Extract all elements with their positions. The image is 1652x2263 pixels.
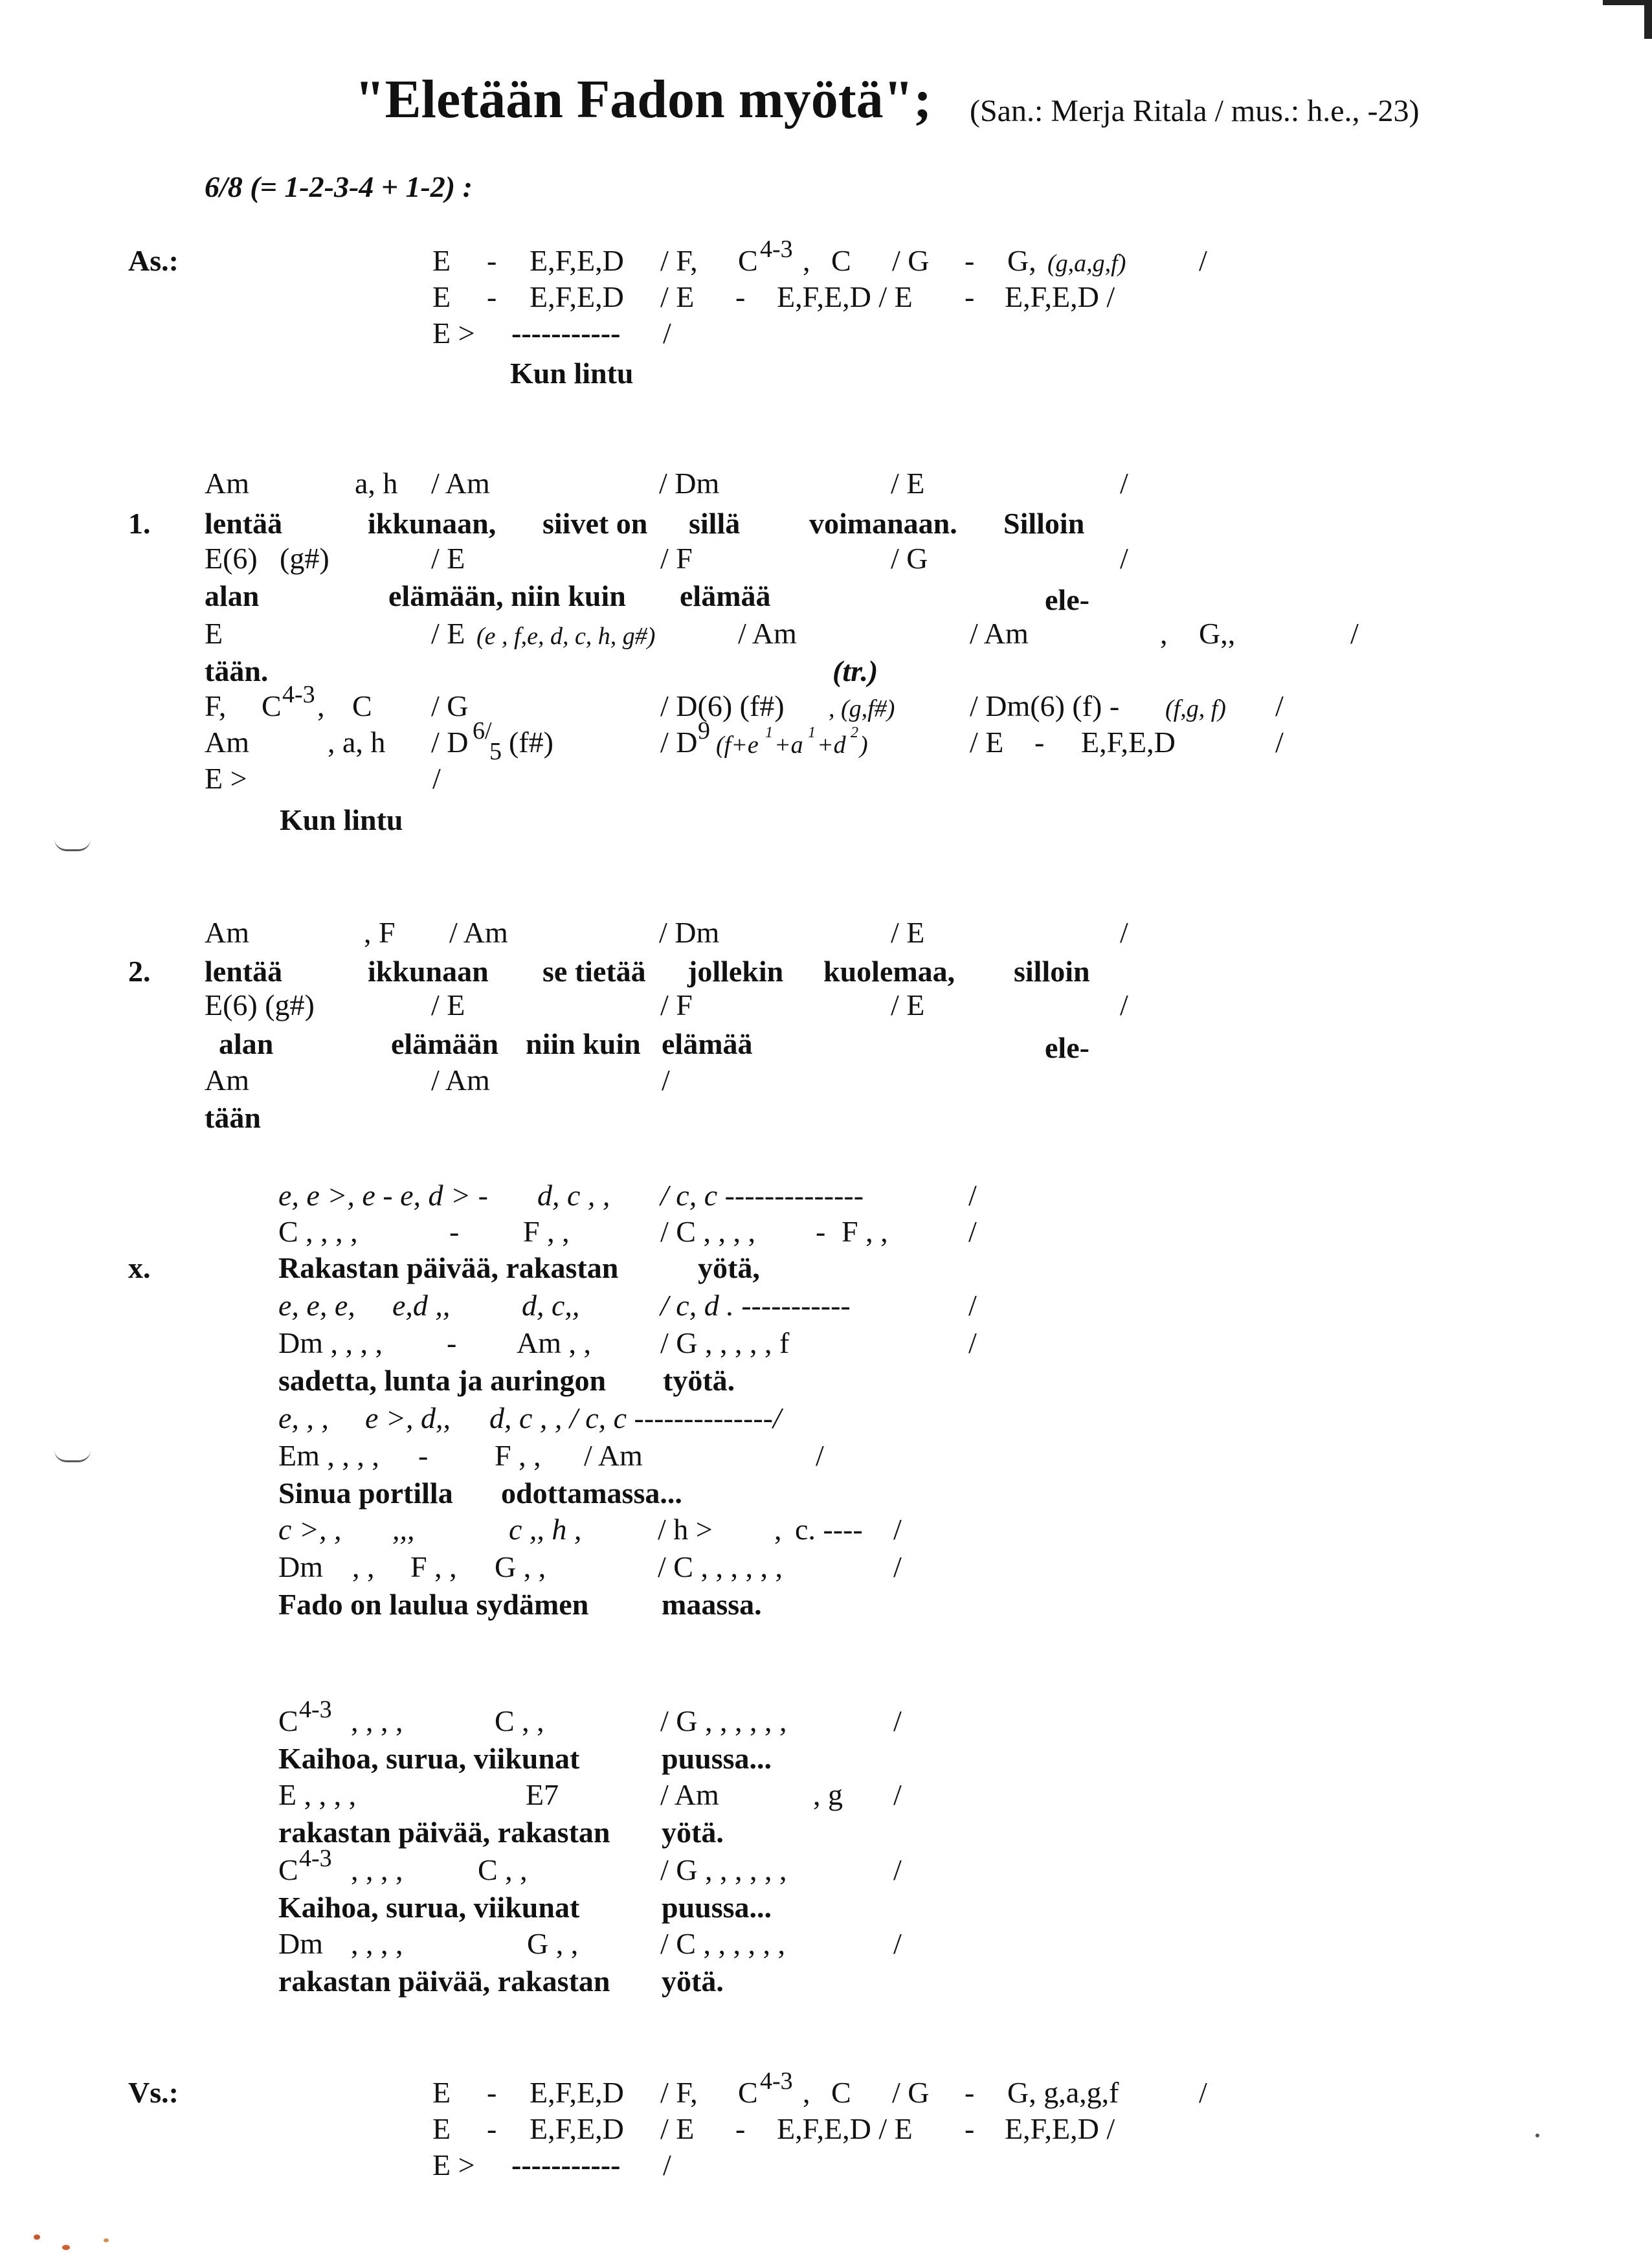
chord: E [432,2076,451,2109]
chord: E > [205,762,247,795]
chord: F , , [410,1550,457,1583]
chord: E,F,E,D [530,280,624,313]
chord-superscript: 4-3 [760,236,793,263]
chord-superscript: 4-3 [299,1696,332,1723]
chord: F , , [495,1439,541,1472]
lyric-line: Rakastan päivää, rakastan [278,1251,619,1284]
dash: - [418,1439,429,1472]
lyric-word: se tietää [542,955,646,988]
chord: F, [205,689,227,722]
hold-line: ----------- [511,317,621,350]
dash: - [735,2112,746,2145]
chord: / G [892,2076,930,2109]
note-group: (f+e [716,731,759,759]
lyric-word: ikkunaan, [368,507,497,540]
bar-line: / [893,1853,902,1886]
lyric-word: tään. [205,654,269,687]
bar-line: / [1120,916,1128,949]
chord: / D(6) (f#) [660,689,785,722]
comma: , [774,1513,782,1546]
chord-superscript: 4-3 [282,681,315,708]
bar-line: / [968,1289,977,1322]
chord: Dm , , , , [278,1326,383,1359]
lyric-word: alan [205,579,260,612]
chorus-label: x. [128,1251,151,1284]
chord: Am [205,916,249,949]
chord: / G , , , , , f [660,1326,790,1359]
note-group: d, c , , / c, c --------------/ [489,1401,781,1434]
chord: E,F,E,D / E [777,280,913,313]
lyric-line: rakastan päivää, rakastan [278,1965,610,1998]
chord: / E [660,280,695,313]
chord: C , , , , [278,1215,358,1248]
chord: / Am [970,617,1029,650]
bar-line: / [893,1513,902,1546]
lyric-word: silloin [1014,955,1090,988]
dash: - [487,2076,497,2109]
chord: / Dm(6) (f) - [970,689,1120,722]
chord: G,, [1199,617,1236,650]
dash: - [816,1215,826,1248]
note-group: e, e, e, [278,1289,355,1322]
chord: C [831,244,851,277]
chord: / Am [431,467,490,500]
trill-mark: (tr.) [832,654,878,687]
note-group: (f,g, f) [1165,695,1226,722]
lyric-word: jollekin [687,955,784,988]
lyric-line: sadetta, lunta ja auringon [278,1364,607,1397]
ink-speck [1535,2134,1539,2137]
note-group: ) [860,731,868,759]
bar-line: / [968,1326,977,1359]
lyric-word: elämää [662,1027,753,1060]
margin-mark [54,839,91,851]
dash: - [735,280,746,313]
chord: E [432,2112,451,2145]
chord-superscript: 6/ [473,717,492,744]
note-group: e, e >, e - e, d > - [278,1179,488,1212]
chord: / Am [660,1778,719,1811]
bar-line: / [662,1064,670,1097]
chord: E > [432,317,475,350]
chord: Am , , [517,1326,591,1359]
chord: C , , [495,1704,544,1737]
chord: , , , , [351,1704,403,1737]
chord: Am [205,1064,249,1097]
intro-lyric: Kun lintu [510,357,634,390]
bar-line: / [893,1927,902,1960]
lyric-line: yötä, [698,1251,760,1284]
chord: C , , [478,1853,528,1886]
chord: / E [891,988,925,1021]
chord: C [262,689,282,722]
chord: C [352,689,372,722]
bar-line: / [1199,244,1207,277]
chord: , [803,2076,810,2109]
bar-line: / [1275,726,1284,759]
chord: , [317,689,325,722]
lyric-word: lentää [205,955,283,988]
bar-line: / [968,1215,977,1248]
chord-superscript: 9 [698,717,710,744]
chord: c. ---- [795,1513,863,1546]
note-group: (g,a,g,f) [1047,250,1126,277]
chord: Dm [278,1550,323,1583]
chord: / E [431,542,465,575]
dash: - [965,280,975,313]
lyric-word: ele- [1045,583,1089,616]
bar-line: / [1199,2076,1207,2109]
lyric-word: elämää [680,579,771,612]
chord: / E [891,916,925,949]
note-group: d, c , , [537,1179,610,1212]
chord: / Dm [659,916,720,949]
hold-line: ----------- [511,2148,621,2181]
lyric-word: elämään [391,1027,499,1060]
bar-line: / [893,1778,902,1811]
note-group: +d [817,731,846,759]
song-title: "Eletään Fadon myötä"; [355,69,932,129]
chord-subscript: 5 [489,738,502,765]
bar-line: / [893,1550,902,1583]
chord: / Am [738,617,797,650]
ink-speck [62,2245,70,2250]
chord: / E [660,2112,695,2145]
chord: E,F,E,D [530,244,624,277]
lyric-line: puussa... [662,1891,772,1924]
chord: , a, h [328,726,386,759]
lyric-line: yötä. [662,1816,724,1849]
bar-line: / [816,1439,824,1472]
note-group: e, , , [278,1401,329,1434]
bar-line: / [1120,467,1128,500]
bar-line: / [1275,689,1284,722]
lyric-line: maassa. [662,1588,762,1621]
lyric-line: puussa... [662,1742,772,1775]
chord: / D [431,726,469,759]
chord: E [205,617,223,650]
verse1-number: 1. [128,507,151,540]
chord: E7 [526,1778,559,1811]
verse1-lyric-end: Kun lintu [280,803,403,836]
note-group: c ,, h , [509,1513,582,1546]
chord: / C , , , , , , [660,1927,785,1960]
lyric-line: yötä. [662,1965,724,1998]
chord: Dm [278,1927,323,1960]
chord: E,F,E,D / E [777,2112,913,2145]
lyric-word: Silloin [1003,507,1085,540]
note-group: e,d ,, [392,1289,451,1322]
lyric-line: Sinua portilla [278,1477,453,1510]
dash: - [965,2112,975,2145]
chord: / G [892,244,930,277]
lyric-line: Kaihoa, surua, viikunat [278,1742,580,1775]
note-superscript: 1 [765,724,773,741]
chord: / F [660,988,693,1021]
bar-line: / [1120,542,1128,575]
bar-line: / [663,2148,671,2181]
chord: E,F,E,D / [1005,280,1115,313]
chord: / Am [584,1439,643,1472]
chord: Am [205,467,249,500]
chord: Em , , , , [278,1439,379,1472]
lyric-line: Kaihoa, surua, viikunat [278,1891,580,1924]
note-group: c >, , [278,1513,342,1546]
dash: - [449,1215,460,1248]
lyric-word: lentää [205,507,283,540]
lyric-word: siivet on [542,507,648,540]
bar-line: / [432,762,441,795]
lyric-word: ikkunaan [368,955,489,988]
bar-line: / [1120,988,1128,1021]
note-group: , (g,f#) [829,695,895,722]
dash: - [487,244,497,277]
chord: / E [431,617,465,650]
chord: , g [813,1778,843,1811]
chord: F , , [523,1215,570,1248]
chord: / G [431,689,469,722]
chord: / G , , , , , , [660,1853,787,1886]
chord: / C , , , , [660,1215,755,1248]
comma: , [1160,617,1168,650]
verse2-number: 2. [128,955,151,988]
dash: - [487,280,497,313]
chord: / Am [449,916,508,949]
note-superscript: 2 [851,724,858,741]
bar-line: / [893,1704,902,1737]
chord: E(6) (g#) [205,988,315,1021]
chord: C [738,244,758,277]
chord: C [278,1704,298,1737]
chord: / G , , , , , , [660,1704,787,1737]
chord: / G [891,542,928,575]
chord: Am [205,726,249,759]
chord: E,F,E,D [1081,726,1176,759]
chord: / F [660,542,693,575]
verse2-lyric-end: tään [205,1101,261,1134]
chord: E,F,E,D / [1005,2112,1115,2145]
chord: E , , , , [278,1778,357,1811]
note-group: (e , f,e, d, c, h, g#) [476,623,656,650]
meter-note: 6/8 (= 1-2-3-4 + 1-2) : [205,170,473,203]
note-group: ,,, [392,1513,415,1546]
chord: / D [660,726,698,759]
chord: / C , , , , , , [658,1550,783,1583]
lyric-line: työtä. [663,1364,735,1397]
lyric-word: ele- [1045,1031,1089,1064]
song-credits: (San.: Merja Ritala / mus.: h.e., -23) [970,94,1420,128]
chord: / F, [660,2076,698,2109]
lyric-line: rakastan päivää, rakastan [278,1816,610,1849]
chord: E,F,E,D [530,2076,624,2109]
chord: E,F,E,D [530,2112,624,2145]
note-superscript: 1 [808,724,816,741]
chord: / E [970,726,1004,759]
chord: , F [364,916,396,949]
chord: / E [891,467,925,500]
dash: - [487,2112,497,2145]
chord: / Dm [659,467,720,500]
lyric-word: niin kuin [526,1027,641,1060]
lyric-word: voimanaan. [809,507,957,540]
outro-label: Vs.: [128,2076,179,2109]
lyric-word: kuolemaa, [823,955,955,988]
ink-speck [34,2235,40,2240]
intro-label: As.: [128,244,179,277]
chord: C [738,2076,758,2109]
note-group: d, c,, [522,1289,580,1322]
comma: , , [352,1550,375,1583]
chord: F , , [842,1215,888,1248]
bar-line: / [663,317,671,350]
chord: C [831,2076,851,2109]
ink-speck [104,2238,109,2242]
chord: a, h [355,467,398,500]
chord: G , , [527,1927,579,1960]
chord: / Am [431,1064,490,1097]
chord: , [803,244,810,277]
lyric-line: Fado on laulua sydämen [278,1588,589,1621]
chord: E [432,244,451,277]
chord: , , , , [351,1853,403,1886]
note-group: +a [774,731,803,759]
chord: E(6) [205,542,258,575]
bar-line: / [1350,617,1359,650]
lyric-line: odottamassa... [501,1477,682,1510]
chord: / F, [660,244,698,277]
dash: - [1034,726,1045,759]
chord: G, g,a,g,f [1007,2076,1119,2109]
chord: E [432,280,451,313]
note-group: e >, d,, [365,1401,451,1434]
chord-superscript: 4-3 [299,1845,332,1872]
margin-mark [54,1450,91,1462]
chord: (g#) [280,542,329,575]
dash: - [965,2076,975,2109]
bar-line: / [968,1179,977,1212]
dash: - [447,1326,457,1359]
chord: , , , , [351,1927,403,1960]
note-group: / c, d . ----------- [660,1289,851,1322]
lyric-word: alan [219,1027,274,1060]
chord: C [278,1853,298,1886]
chord-superscript: 4-3 [760,2068,793,2095]
chord: G, [1007,244,1036,277]
chord: G , , [495,1550,546,1583]
lyric-word: sillä [689,507,741,540]
chord: E > [432,2148,475,2181]
chord: / h > [658,1513,713,1546]
dash: - [965,244,975,277]
chord: / E [431,988,465,1021]
lyric-word: elämään, niin kuin [388,579,626,612]
scan-edge-mark [1644,0,1652,39]
note-group: / c, c -------------- [660,1179,864,1212]
chord: (f#) [509,726,553,759]
